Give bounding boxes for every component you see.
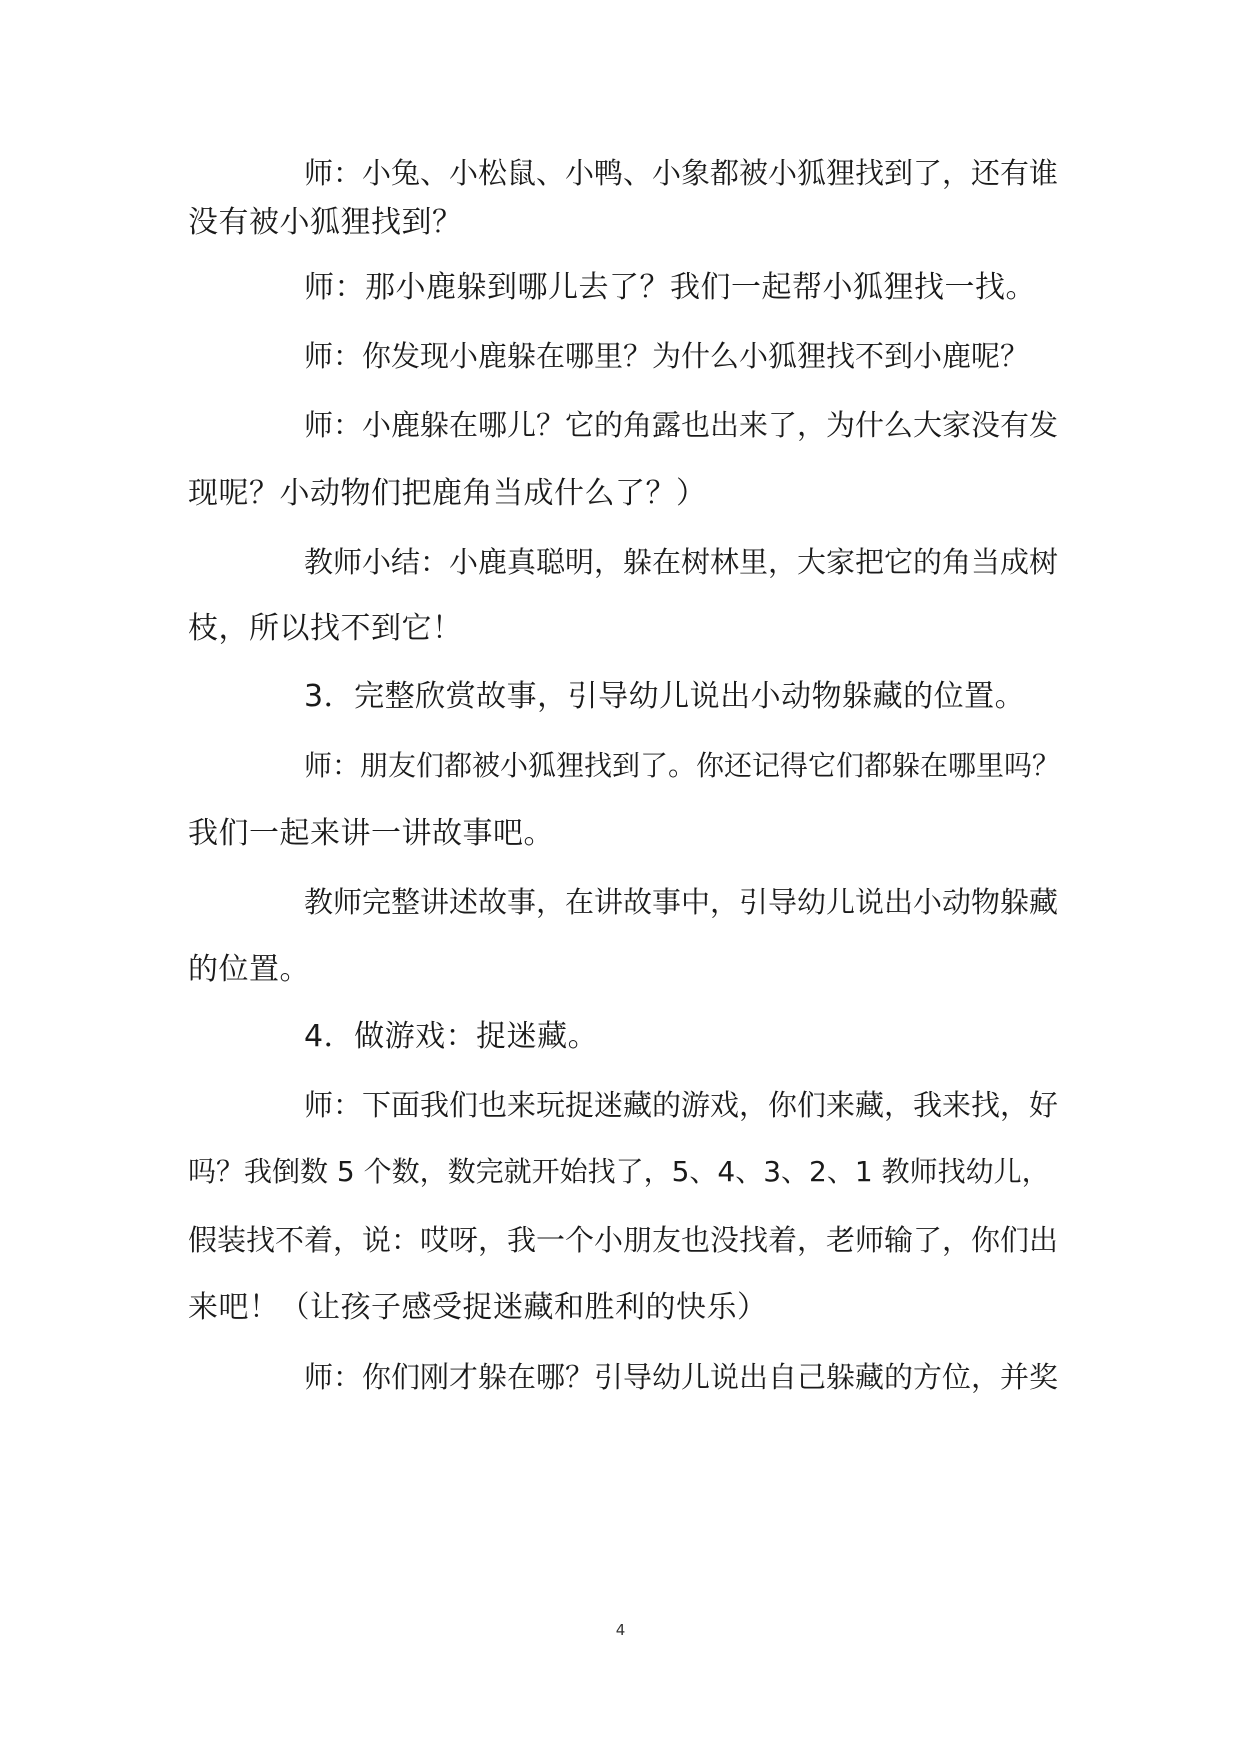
paragraph-line: 的位置。 [188, 952, 310, 987]
paragraph-line: 师：那小鹿躲到哪儿去了？我们一起帮小狐狸找一找。 [304, 270, 1036, 305]
paragraph-line: 3．完整欣赏故事，引导幼儿说出小动物躲藏的位置。 [304, 679, 1026, 714]
paragraph-line: 师：朋友们都被小狐狸找到了。你还记得它们都躲在哪里吗？ [304, 749, 1061, 782]
page-number: 4 [615, 1621, 626, 1639]
paragraph-line: 来吧！（让孩子感受捉迷藏和胜利的快乐） [188, 1290, 768, 1325]
paragraph-line: 教师小结：小鹿真聪明，躲在树林里，大家把它的角当成树 [304, 545, 1059, 579]
paragraph-line: 师：你发现小鹿躲在哪里？为什么小狐狸找不到小鹿呢？ [304, 339, 1030, 373]
paragraph-line: 教师完整讲述故事，在讲故事中，引导幼儿说出小动物躲藏 [304, 885, 1059, 919]
paragraph-line: 假装找不着，说：哎呀，我一个小朋友也没找着，老师输了，你们出 [188, 1223, 1059, 1257]
paragraph-line: 没有被小狐狸找到？ [188, 205, 463, 240]
paragraph-line: 吗？我倒数 5 个数，数完就开始找了，5、4、3、2、1 教师找幼儿， [188, 1155, 1050, 1188]
paragraph-line: 枝，所以找不到它！ [188, 611, 463, 646]
paragraph-line: 4．做游戏：捉迷藏。 [304, 1019, 599, 1054]
paragraph-line: 师：你们刚才躲在哪？引导幼儿说出自己躲藏的方位，并奖 [304, 1360, 1059, 1394]
paragraph-line: 师：小兔、小松鼠、小鸭、小象都被小狐狸找到了，还有谁 [304, 156, 1059, 190]
paragraph-line: 师：小鹿躲在哪儿？它的角露也出来了，为什么大家没有发 [304, 408, 1059, 442]
paragraph-line: 师：下面我们也来玩捉迷藏的游戏，你们来藏，我来找，好 [304, 1088, 1059, 1122]
paragraph-line: 现呢？小动物们把鹿角当成什么了？） [188, 476, 707, 511]
paragraph-line: 我们一起来讲一讲故事吧。 [188, 816, 554, 851]
